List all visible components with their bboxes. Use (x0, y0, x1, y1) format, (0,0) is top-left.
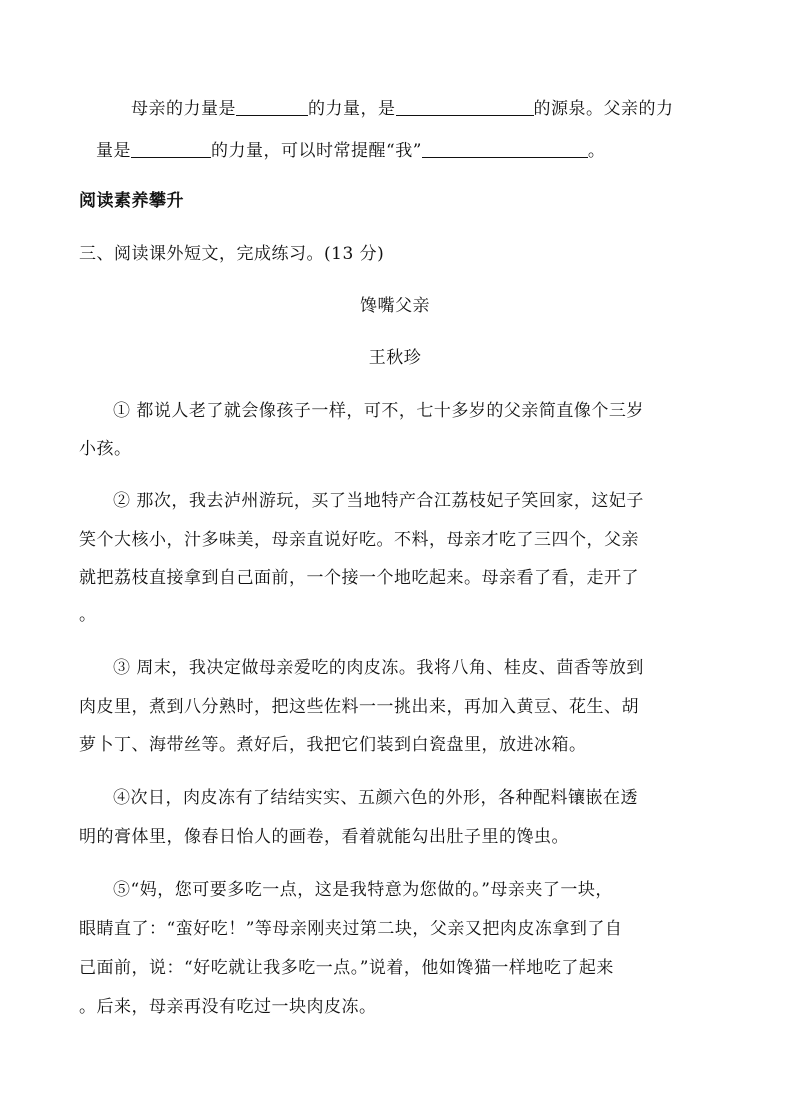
article-title: 馋嘴父亲 (360, 296, 430, 316)
paragraph-line: 就把荔枝直接拿到自己面前，一个接一个地吃起来。母亲看了看，走开了 (79, 568, 639, 588)
paragraph-line: ⑤“妈，您可要多吃一点，这是我特意为您做的。”母亲夹了一块， (113, 880, 613, 900)
answer-blank[interactable] (396, 97, 534, 116)
fill-in-text: 的力量，可以时常提醒“我” (211, 141, 422, 161)
paragraph-line: 小孩。 (79, 439, 132, 459)
paragraph-line: ② 那次，我去泸州游玩，买了当地特产合江荔枝妃子笑回家，这妃子 (113, 491, 644, 511)
paragraph-line: 萝卜丁、海带丝等。煮好后，我把它们装到白瓷盘里，放进冰箱。 (79, 735, 587, 755)
paragraph-line: ③ 周末，我决定做母亲爱吃的肉皮冻。我将八角、桂皮、茴香等放到 (113, 658, 644, 678)
section-heading: 阅读素养攀升 (79, 191, 184, 211)
paragraph-line: 。后来，母亲再没有吃过一块肉皮冻。 (79, 997, 377, 1017)
question-prompt: 三、阅读课外短文，完成练习。(13 分) (79, 244, 385, 264)
paragraph-line: ① 都说人老了就会像孩子一样，可不，七十多岁的父亲简直像个三岁 (113, 401, 644, 421)
paragraph-line: 肉皮里，煮到八分熟时，把这些佐料一一挑出来，再加入黄豆、花生、胡 (79, 697, 639, 717)
fill-in-text: 母亲的力量是 (131, 99, 236, 119)
paragraph-line: 眼睛直了：“蛮好吃！”等母亲刚夹过第二块，父亲又把肉皮冻拿到了自 (79, 919, 623, 939)
fill-in-text: 的力量，是 (308, 99, 396, 119)
paragraph-line: 己面前，说：“好吃就让我多吃一点。”说着，他如馋猫一样地吃了起来 (79, 958, 614, 978)
fill-in-text: 量是 (96, 141, 131, 161)
answer-blank[interactable] (422, 139, 588, 158)
fill-in-text: 。 (587, 141, 606, 161)
answer-blank[interactable] (131, 139, 211, 158)
paragraph-line: 明的膏体里，像春日怡人的画卷，看着就能勾出肚子里的馋虫。 (79, 827, 569, 847)
article-author: 王秋珍 (368, 348, 422, 368)
answer-blank[interactable] (236, 97, 308, 116)
fill-in-text: 的源泉。父亲的力 (533, 99, 674, 119)
fill-in-line-1 (131, 97, 674, 121)
paragraph-line: 笑个大核小，汁多味美，母亲直说好吃。不料，母亲才吃了三四个，父亲 (79, 530, 639, 550)
paragraph-line: ④次日，肉皮冻有了结结实实、五颜六色的外形，各种配料镶嵌在透 (113, 788, 638, 808)
fill-in-line-2 (96, 139, 605, 163)
paragraph-line: 。 (79, 605, 97, 625)
